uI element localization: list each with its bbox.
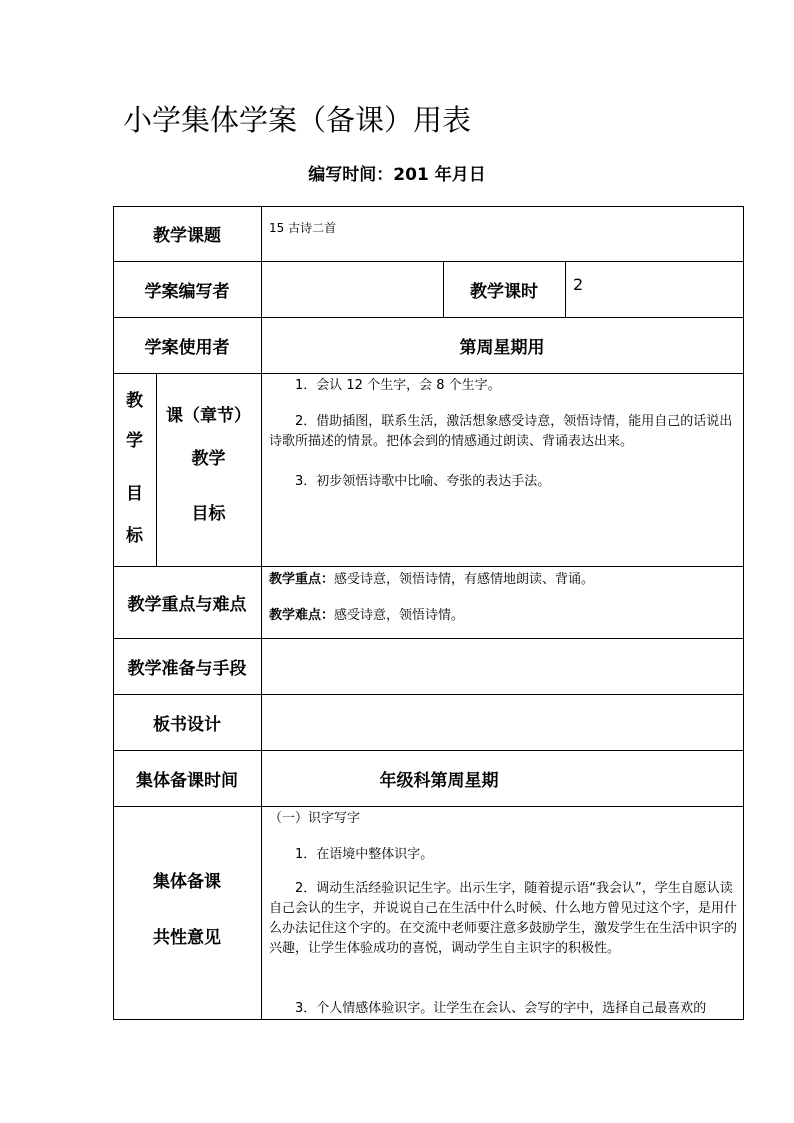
key-point-label: 教学重点： [269, 572, 335, 587]
opinion-label: 集体备课 [153, 871, 221, 892]
goal-label-char: 教 [126, 390, 143, 411]
hours-value: 2 [573, 275, 584, 294]
goal-label-char: 标 [126, 525, 143, 546]
difficult-point-line [269, 606, 739, 626]
page-title: 小学集体学案（备课）用表 [123, 103, 472, 137]
collective-time-value: 年级科第周星期 [379, 770, 499, 791]
goal-sub-label: 目标 [191, 503, 226, 524]
collective-time-label: 集体备课时间 [136, 770, 238, 791]
key-point-text: 感受诗意，领悟诗情，有感情地朗读、背诵。 [334, 572, 595, 587]
difficult-point-label: 教学难点： [269, 608, 335, 623]
user-value: 第周星期用 [459, 337, 545, 358]
opinion-item: 3．个人情感体验识字。让学生在会认、会写的字中，选择自己最喜欢的 [295, 1001, 707, 1016]
user-label: 学案使用者 [144, 337, 230, 358]
row-divider [113, 806, 744, 807]
opinion-label: 共性意见 [153, 927, 221, 948]
key-points-label: 教学重点与难点 [127, 594, 247, 615]
goal-sub-label: 课（章节） [166, 405, 251, 426]
table-border-bottom [113, 1019, 744, 1020]
opinion-heading: （一）识字写字 [269, 811, 361, 826]
topic-value: 15 古诗二首 [269, 221, 337, 235]
key-point-line [269, 570, 739, 590]
table-border-right [743, 206, 744, 1020]
goal-label-char: 学 [126, 430, 143, 451]
lesson-plan-table [113, 206, 744, 1020]
goal-label-char: 目 [126, 483, 143, 504]
hours-divider [565, 261, 566, 317]
goal-item: 3．初步领悟诗歌中比喻、夸张的表达手法。 [295, 474, 551, 489]
hours-label: 教学课时 [470, 281, 538, 302]
author-label: 学案编写者 [144, 281, 230, 302]
goal-item: 2．借助插图，联系生活，激活想象感受诗意，领悟诗情，能用自己的话说出诗歌所描述的情景。把体会到的情感通过朗读、背诵表达出来。 [269, 414, 733, 449]
goal-sub-label: 教学 [191, 448, 226, 469]
board-design-label: 板书设计 [153, 714, 221, 735]
goal-item: 1．会认 12 个生字，会 8 个生字。 [295, 378, 501, 393]
row-divider [113, 373, 744, 374]
page-subtitle: 编写时间：201 年月日 [308, 165, 486, 185]
opinion-item: 1．在语境中整体识字。 [295, 847, 434, 862]
topic-label: 教学课题 [153, 226, 221, 246]
difficult-point-text: 感受诗意，领悟诗情。 [334, 608, 465, 623]
opinion-item: 2．调动生活经验识记生字。出示生字，随着提示语“我会认”，学生自愿认读自己会认的生字，并说说自己在生活中什么时候、什么地方曾见过这个字，是用什么办法记住这个字的。在交流中老师要注意多鼓励学生，激发学生在生活中识字的兴趣，让学生体验成功的喜悦，调动学生自主识字的积极性。 [269, 881, 738, 956]
preparation-label: 教学准备与手段 [127, 658, 247, 679]
